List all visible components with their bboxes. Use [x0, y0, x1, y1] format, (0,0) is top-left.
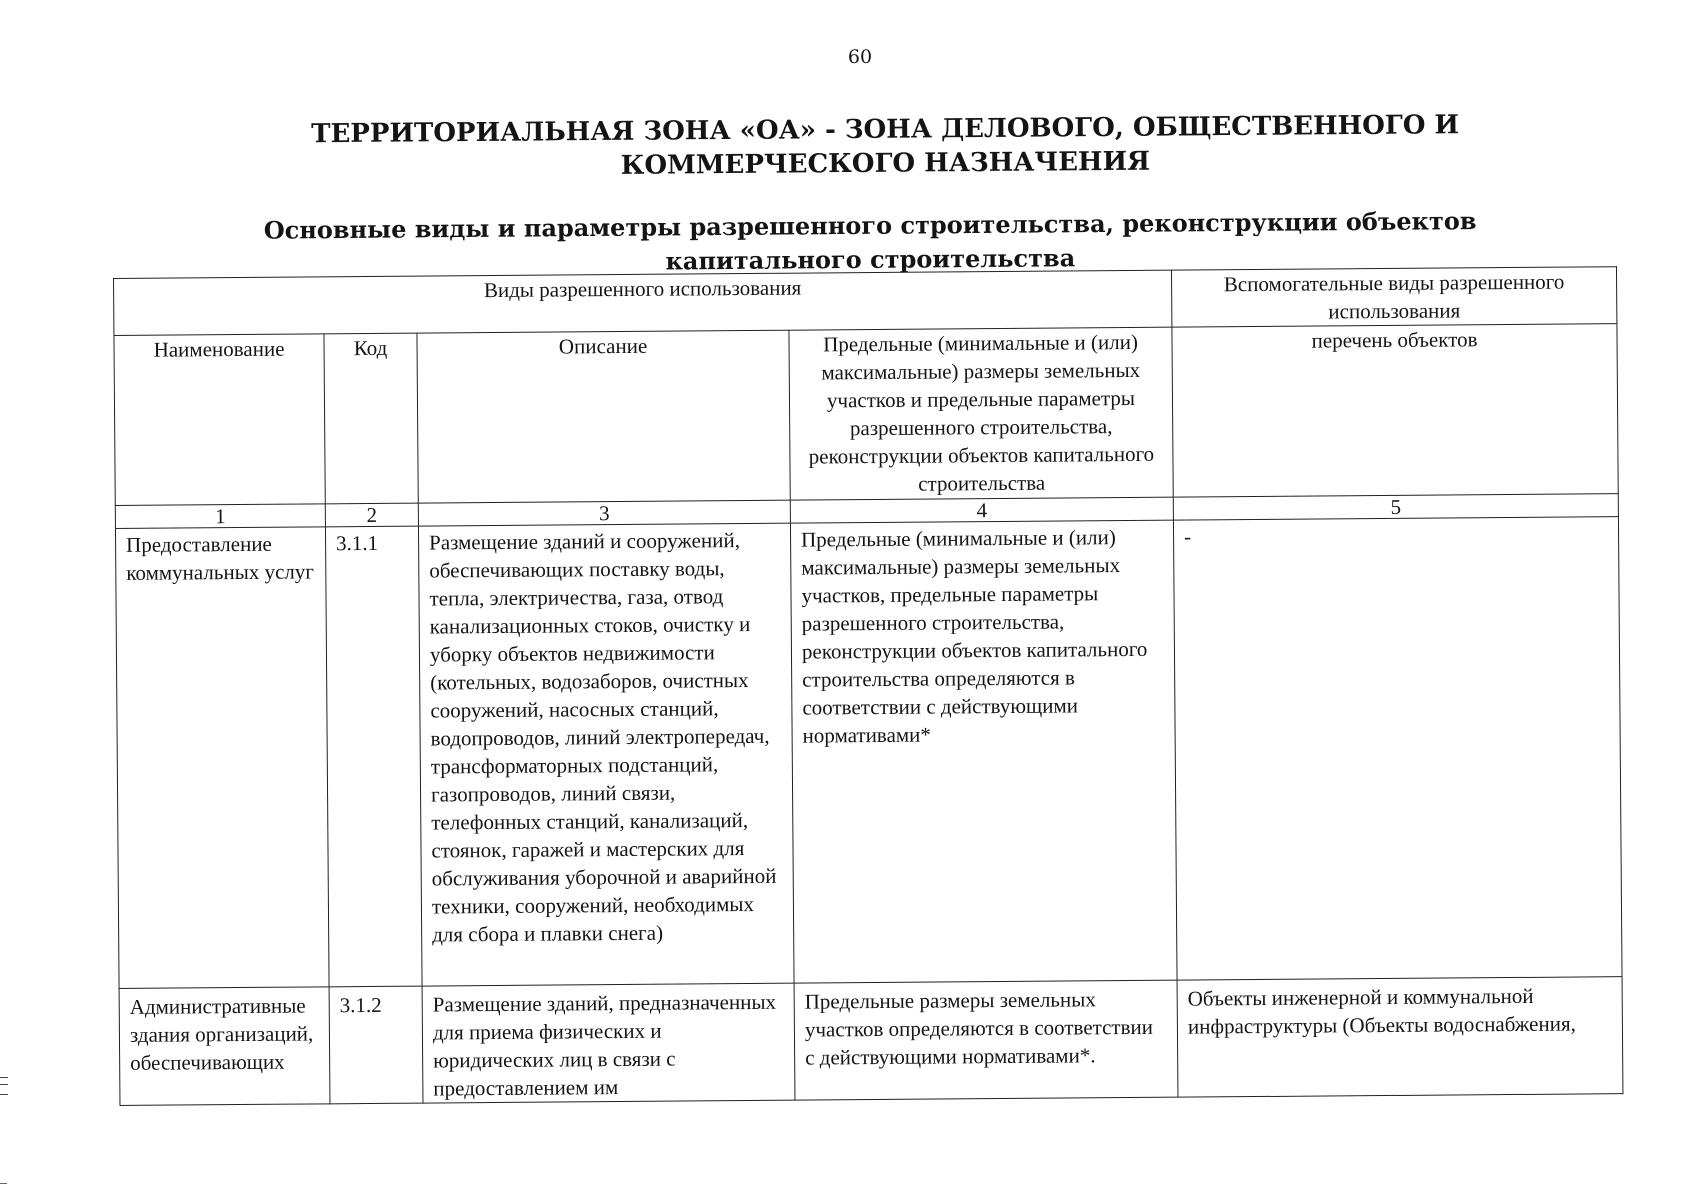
row-name: Предоставление коммунальных услуг: [115, 527, 329, 989]
column-header-row: [114, 324, 1618, 506]
scan-binding-mark: [0, 1077, 8, 1095]
zoning-table-container: [113, 266, 1623, 1106]
group-header-aux: Вспомогательные виды разрешенного использования: [1171, 267, 1616, 327]
table-subtitle: Основные виды и параметры разрешенного строительства, реконструкции объектов капитального строительства: [263, 206, 1477, 276]
row-objects: Объекты инженерной и коммунальной инфраструктуры (Объекты водоснабжения,: [1177, 977, 1623, 1097]
column-header-limits: Предельные (минимальные и (или) максимальные) размеры земельных участков и предельные параметры разрешенного строительства, реконструкции объектов капитального строительства: [789, 327, 1173, 500]
column-number: 2: [325, 503, 418, 527]
group-header-main: Виды разрешенного использования: [114, 270, 1172, 335]
row-code: 3.1.1: [325, 526, 422, 987]
column-header-code: Код: [324, 333, 418, 504]
column-header-name: Наименование: [114, 334, 325, 506]
row-description: Размещение зданий и сооружений, обеспечивающих поставку воды, тепла, электричества, газа, отвод канализационных стоков, очистку и уборку объектов недвижимости (котельных, водозаборов, очистных сооружений, насосных станций, водопроводов, линий электропередач, трансформаторных подстанций, газопроводов, линий связи, телефонных станций, канализаций, стоянок, гаражей и мастерских для обслуживания уборочной и аварийной техники, сооружений, необходимых для сбора и плавки снега): [418, 523, 794, 986]
table-row: [119, 977, 1623, 1106]
column-number: 4: [790, 497, 1173, 523]
page-number: 60: [847, 46, 873, 68]
row-objects: -: [1173, 517, 1622, 980]
row-code: 3.1.2: [329, 986, 423, 1104]
row-limits: Предельные размеры земельных участков определяются в соответствии с действующими нормативами*.: [794, 980, 1178, 1100]
column-header-objects: перечень объектов: [1172, 324, 1618, 497]
document-title: ТЕРРИТОРИАЛЬНАЯ ЗОНА «ОА» - ЗОНА ДЕЛОВОГО, ОБЩЕСТВЕННОГО И КОММЕРЧЕСКОГО НАЗНАЧЕНИЯ: [311, 110, 1460, 181]
scan-edge-tick: [0, 1183, 7, 1184]
column-number: 3: [418, 500, 790, 526]
table-row: [115, 517, 1622, 989]
row-description: Размещение зданий, предназначенных для приема физических и юридических лиц в связи с предоставлением им: [422, 983, 795, 1103]
column-number: 5: [1173, 494, 1618, 520]
row-limits: Предельные (минимальные и (или) максимальные) размеры земельных участков, предельные параметры разрешенного строительства, реконструкции объектов капитального строительства определяются в соответствии с действующими нормативами*: [790, 520, 1177, 983]
column-number: 1: [115, 504, 325, 529]
zoning-table: [113, 266, 1623, 1106]
column-header-description: Описание: [417, 330, 790, 503]
row-name: Административные здания организаций, обеспечивающих: [119, 987, 330, 1106]
